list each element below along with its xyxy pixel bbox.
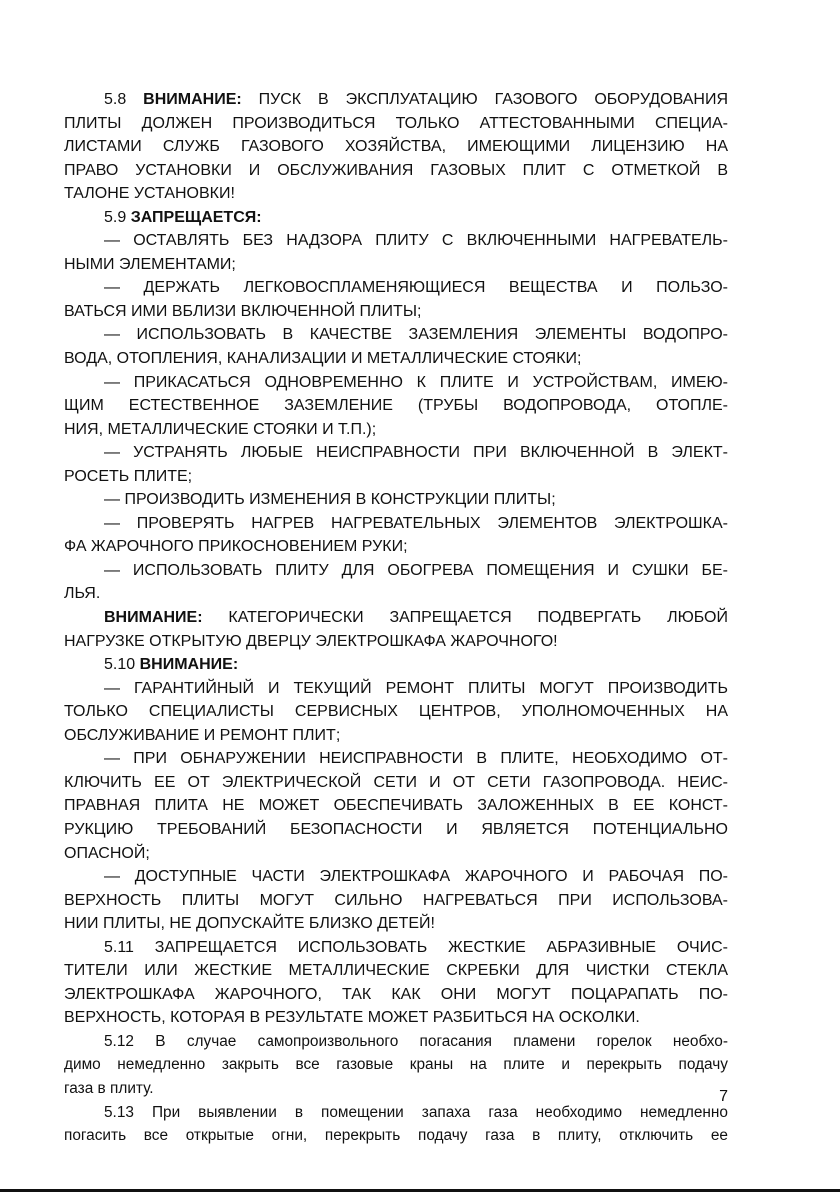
text-line: — ИСПОЛЬЗОВАТЬ В КАЧЕСТВЕ ЗАЗЕМЛЕНИЯ ЭЛЕМЕНТЫ ВОДОПРО-	[104, 326, 728, 344]
text-line: ОПАСНОЙ;	[64, 844, 150, 862]
text-line: 5.12 В случае самопроизвольного погасания пламени горелок необхо-	[104, 1032, 728, 1050]
text-line: ЛЬЯ.	[64, 585, 101, 603]
text-line: ПЛИТЫ ДОЛЖЕН ПРОИЗВОДИТЬСЯ ТОЛЬКО АТТЕСТОВАННЫМИ СПЕЦИА-	[64, 114, 728, 132]
text-line: 5.11 ЗАПРЕЩАЕТСЯ ИСПОЛЬЗОВАТЬ ЖЕСТКИЕ АБРАЗИВНЫЕ ОЧИС-	[104, 938, 728, 956]
text-line: ФА ЖАРОЧНОГО ПРИКОСНОВЕНИЕМ РУКИ;	[64, 538, 408, 556]
text-line: НАГРУЗКЕ ОТКРЫТУЮ ДВЕРЦУ ЭЛЕКТРОШКАФА ЖАРОЧНОГО!	[64, 632, 558, 650]
text-line: — ПРИ ОБНАРУЖЕНИИ НЕИСПРАВНОСТИ В ПЛИТЕ, НЕОБХОДИМО ОТ-	[104, 750, 728, 768]
text-line: — ОСТАВЛЯТЬ БЕЗ НАДЗОРА ПЛИТУ С ВКЛЮЧЕННЫМИ НАГРЕВАТЕЛЬ-	[104, 232, 728, 250]
text-line: НИИ ПЛИТЫ, НЕ ДОПУСКАЙТЕ БЛИЗКО ДЕТЕЙ!	[64, 915, 435, 933]
text-line: ЛИСТАМИ СЛУЖБ ГАЗОВОГО ХОЗЯЙСТВА, ИМЕЮЩИМИ ЛИЦЕНЗИЮ НА	[64, 138, 728, 156]
text-line: РУКЦИЮ ТРЕБОВАНИЙ БЕЗОПАСНОСТИ И ЯВЛЯЕТСЯ ПОТЕНЦИАЛЬНО	[64, 820, 728, 838]
text-line: 5.13 При выявлении в помещении запаха газа необходимо немедленно	[104, 1103, 728, 1121]
text-line: ТОЛЬКО СПЕЦИАЛИСТЫ СЕРВИСНЫХ ЦЕНТРОВ, УПОЛНОМОЧЕННЫХ НА	[64, 703, 728, 721]
text-line: ВНИМАНИЕ: КАТЕГОРИЧЕСКИ ЗАПРЕЩАЕТСЯ ПОДВЕРГАТЬ ЛЮБОЙ	[104, 609, 728, 627]
text-line: 5.9 ЗАПРЕЩАЕТСЯ:	[104, 208, 262, 226]
text-line: ПРАВНАЯ ПЛИТА НЕ МОЖЕТ ОБЕСПЕЧИВАТЬ ЗАЛОЖЕННЫХ В ЕЕ КОНСТ-	[64, 797, 728, 815]
text-line: димо немедленно закрыть все газовые краны на плите и перекрыть подачу	[64, 1056, 728, 1074]
text-line: ТИТЕЛИ ИЛИ ЖЕСТКИЕ МЕТАЛЛИЧЕСКИЕ СКРЕБКИ ДЛЯ ЧИСТКИ СТЕКЛА	[64, 962, 728, 980]
text-line: ЩИМ ЕСТЕСТВЕННОЕ ЗАЗЕМЛЕНИЕ (ТРУБЫ ВОДОПРОВОДА, ОТОПЛЕ-	[64, 397, 728, 415]
text-line: РОСЕТЬ ПЛИТЕ;	[64, 467, 193, 485]
text-line: ПРАВО УСТАНОВКИ И ОБСЛУЖИВАНИЯ ГАЗОВЫХ ПЛИТ С ОТМЕТКОЙ В	[64, 161, 728, 179]
text-line: — ИСПОЛЬЗОВАТЬ ПЛИТУ ДЛЯ ОБОГРЕВА ПОМЕЩЕНИЯ И СУШКИ БЕ-	[104, 561, 728, 579]
text-line: — ПРОВЕРЯТЬ НАГРЕВ НАГРЕВАТЕЛЬНЫХ ЭЛЕМЕНТОВ ЭЛЕКТРОШКА-	[104, 514, 728, 532]
text-line: ЭЛЕКТРОШКАФА ЖАРОЧНОГО, ТАК КАК ОНИ МОГУТ ПОЦАРАПАТЬ ПО-	[64, 985, 728, 1003]
text-line: НИЯ, МЕТАЛЛИЧЕСКИЕ СТОЯКИ И Т.П.);	[64, 420, 377, 438]
text-line: 5.8 ВНИМАНИЕ: ПУСК В ЭКСПЛУАТАЦИЮ ГАЗОВОГО ОБОРУДОВАНИЯ	[104, 91, 728, 108]
document-body	[64, 88, 728, 1148]
text-line: — ПРОИЗВОДИТЬ ИЗМЕНЕНИЯ В КОНСТРУКЦИИ ПЛИТЫ;	[104, 491, 556, 509]
text-line: — ДОСТУПНЫЕ ЧАСТИ ЭЛЕКТРОШКАФА ЖАРОЧНОГО И РАБОЧАЯ ПО-	[104, 868, 728, 886]
text-line: — ДЕРЖАТЬ ЛЕГКОВОСПЛАМЕНЯЮЩИЕСЯ ВЕЩЕСТВА И ПОЛЬЗО-	[104, 279, 728, 297]
text-line: ВЕРХНОСТЬ ПЛИТЫ МОГУТ СИЛЬНО НАГРЕВАТЬСЯ ПРИ ИСПОЛЬЗОВА-	[64, 891, 728, 909]
text-line: — УСТРАНЯТЬ ЛЮБЫЕ НЕИСПРАВНОСТИ ПРИ ВКЛЮЧЕННОЙ В ЭЛЕКТ-	[104, 444, 728, 462]
text-line: ВАТЬСЯ ИМИ ВБЛИЗИ ВКЛЮЧЕННОЙ ПЛИТЫ;	[64, 302, 422, 320]
text-line: погасить все открытые огни, перекрыть подачу газа в плиту, отключить ее	[64, 1127, 728, 1145]
text-line: ОБСЛУЖИВАНИЕ И РЕМОНТ ПЛИТ;	[64, 726, 341, 744]
page-number: 7	[719, 1088, 728, 1105]
text-line: ТАЛОНЕ УСТАНОВКИ!	[64, 185, 235, 203]
text-line: КЛЮЧИТЬ ЕЕ ОТ ЭЛЕКТРИЧЕСКОЙ СЕТИ И ОТ СЕТИ ГАЗОПРОВОДА. НЕИС-	[64, 773, 728, 791]
text-line: — ПРИКАСАТЬСЯ ОДНОВРЕМЕННО К ПЛИТЕ И УСТРОЙСТВАМ, ИМЕЮ-	[104, 373, 728, 391]
text-line: газа в плиту.	[64, 1079, 154, 1097]
text-line: ВОДА, ОТОПЛЕНИЯ, КАНАЛИЗАЦИИ И МЕТАЛЛИЧЕСКИЕ СТОЯКИ;	[64, 350, 582, 368]
text-line: НЫМИ ЭЛЕМЕНТАМИ;	[64, 255, 236, 273]
text-line: 5.10 ВНИМАНИЕ:	[104, 656, 239, 674]
text-line: ВЕРХНОСТЬ, КОТОРАЯ В РЕЗУЛЬТАТЕ МОЖЕТ РАЗБИТЬСЯ НА ОСКОЛКИ.	[64, 1009, 640, 1027]
text-line: — ГАРАНТИЙНЫЙ И ТЕКУЩИЙ РЕМОНТ ПЛИТЫ МОГУТ ПРОИЗВОДИТЬ	[104, 679, 728, 697]
